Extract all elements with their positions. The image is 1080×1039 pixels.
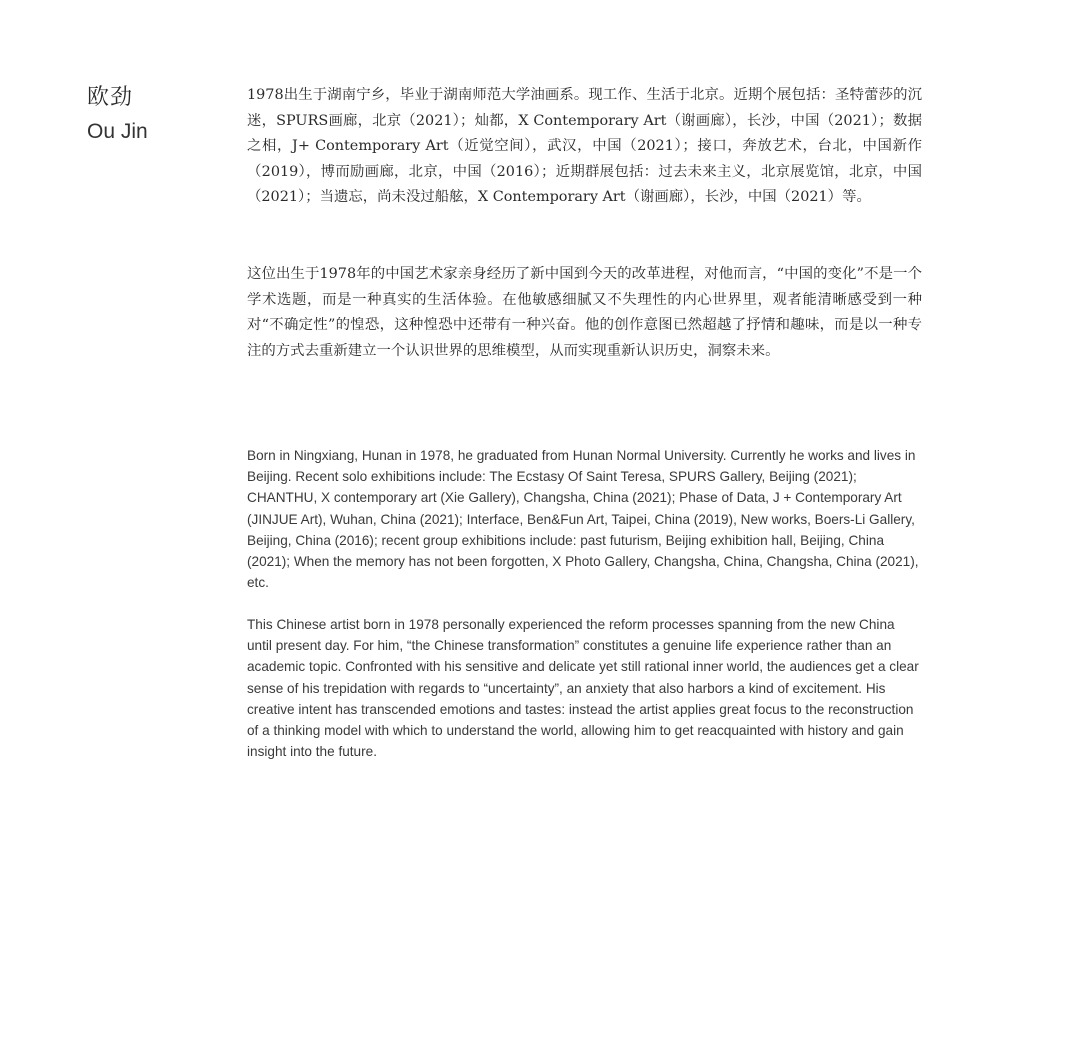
bio-chinese-paragraph-2: 这位出生于1978年的中国艺术家亲身经历了新中国到今天的改革进程，对他而言，“中国的变化”不是一个学术选题，而是一种真实的生活体验。在他敏感细腻又不失理性的内心世界里，观者能清晰感受到一种对“不确定性”的惶恐，这种惶恐中还带有一种兴奋。他的创作意图已然超越了抒情和趣味，而是以一种专注的方式去重新建立一个认识世界的思维模型，从而实现重新认识历史，洞察未来。 — [247, 266, 922, 359]
bio-chinese-paragraph-1: 1978出生于湖南宁乡，毕业于湖南师范大学油画系。现工作、生活于北京。近期个展包括：圣特蕾莎的沉迷，SPURS画廊，北京（2021）；灿都，X Contemporary Art（谢画廊），长沙，中国（2021）；数据之相，J+ Contemporary Art（近觉空间），武汉，中国（2021）；接口，奔放艺术，台北，中国新作（2019），博而励画廊，北京，中国（2016）；近期群展包括：过去未来主义，北京展览馆，北京，中国（2021）；当遗忘，尚未没过船舷，X Contemporary Art（谢画廊），长沙，中国（2021）等。 — [247, 87, 922, 206]
artist-name-english: Ou Jin — [87, 120, 148, 143]
bio-english-paragraph-1: Born in Ningxiang, Hunan in 1978, he graduated from Hunan Normal University. Currently he works and lives in Beijing. Recent solo exhibitions include: The Ecstasy Of Saint Teresa, SPURS Gallery, Beijing (2021); CHANTHU, X contemporary art (Xie Gallery), Changsha, China (2021); Phase of Data, J + Contemporary Art (JINJUE Art), Wuhan, China (2021); Interface, Ben&Fun Art, Taipei, China (2019), New works, Boers-Li Gallery, Beijing, China (2016); recent group exhibitions include: past futurism, Beijing exhibition hall, Beijing, China (2021); When the memory has not been forgotten, X Photo Gallery, Changsha, China, Changsha, China (2021), etc. — [247, 448, 919, 591]
artist-name-block — [87, 84, 227, 146]
artist-name-chinese: 欧劲 — [87, 85, 134, 110]
bio-english-paragraph-2: This Chinese artist born in 1978 personally experienced the reform processes spanning from the new China until present day. For him, “the Chinese transformation” constitutes a genuine life experience rather than an academic topic. Confronted with his sensitive and delicate yet still rational inner world, the audiences get a clear sense of his trepidation with regards to “uncertainty”, an anxiety that also harbors a kind of excitement. His creative intent has transcended emotions and tastes: instead the artist applies great focus to the reconstruction of a thinking model with which to understand the world, allowing him to get reacquainted with history and gain insight into the future. — [247, 617, 919, 760]
